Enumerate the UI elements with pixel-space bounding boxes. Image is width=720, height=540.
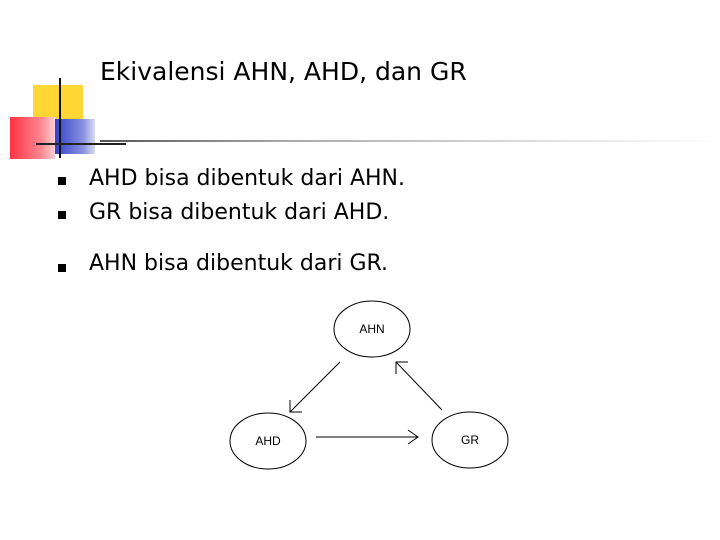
node-ahn-label: AHN: [359, 322, 385, 336]
bullet-text-1: AHD bisa dibentuk dari AHN.: [89, 166, 406, 191]
node-gr-label: GR: [461, 433, 479, 447]
edge-ahn-to-ahd: [290, 362, 340, 412]
bullet-text-2: GR bisa dibentuk dari AHD.: [89, 200, 390, 225]
edge-gr-to-ahn: [396, 362, 442, 410]
slide-title: Ekivalensi AHN, AHD, dan GR: [100, 57, 467, 86]
bullet-text-3: AHN bisa dibentuk dari GR.: [89, 251, 389, 276]
node-ahd-label: AHD: [255, 434, 281, 448]
